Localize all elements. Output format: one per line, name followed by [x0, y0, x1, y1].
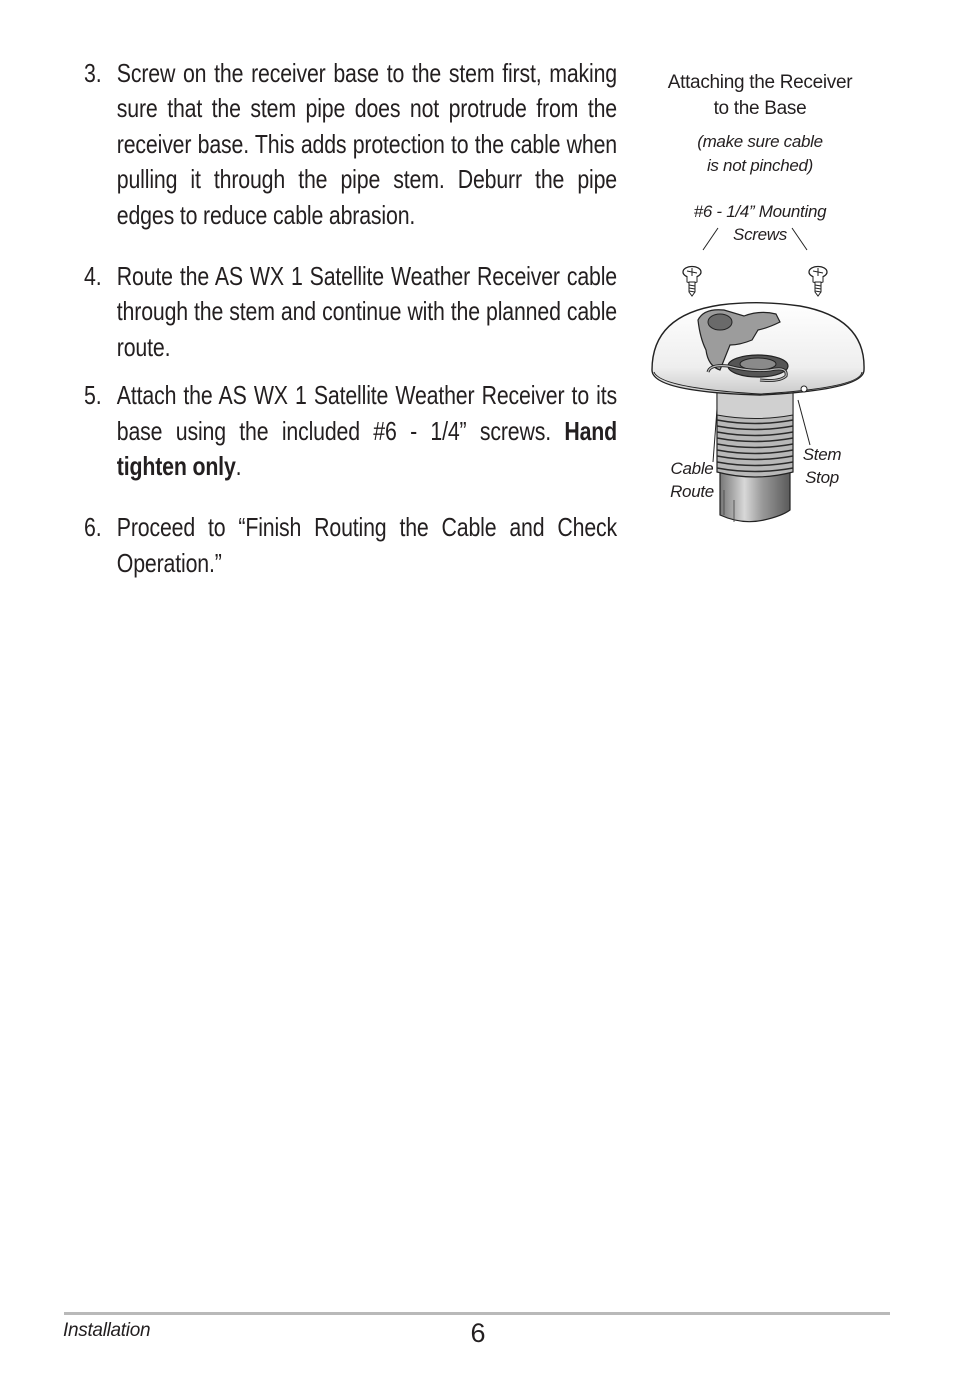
receiver-base-illustration	[640, 70, 880, 540]
screw-leader-left	[703, 228, 718, 250]
hand-tighten-warning: Hand tighten only	[116, 415, 617, 482]
step-number: 3.	[84, 58, 102, 88]
screw-leader-right	[792, 228, 807, 250]
mounting-screw-right	[809, 267, 827, 297]
figure-title-line: to the Base	[713, 98, 807, 119]
step-number: 5.	[84, 380, 102, 411]
step-text-tail: .	[235, 451, 242, 482]
callout-line: Stem	[802, 445, 842, 464]
figure-note-line: is not pinched)	[706, 156, 814, 175]
step-5	[84, 378, 617, 484]
mounting-screw-left	[683, 267, 701, 297]
callout-line: #6 - 1/4” Mounting	[693, 202, 827, 221]
step-4	[84, 259, 617, 365]
callout-line: Cable	[670, 459, 714, 478]
step-text: Proceed to “Finish Routing the Cable and Check Operation.”	[116, 512, 618, 578]
footer-section-name: Installation	[63, 1320, 151, 1341]
step-number: 6.	[84, 512, 102, 543]
installation-steps	[84, 56, 618, 581]
callout-line: Stop	[805, 468, 839, 487]
footer-divider	[64, 1312, 890, 1315]
figure-note-line: (make sure cable	[697, 132, 823, 151]
step-text: Screw on the receiver base to the stem first, making sure that the stem pipe does not protrude from the receiver base. This adds protection to the cable when pulling it through the pipe stem. Deburr the pipe edges to reduce cable abrasion.	[116, 58, 618, 230]
step-number: 4.	[84, 261, 102, 292]
receiver-base-dome	[652, 303, 864, 395]
step-3	[84, 56, 617, 233]
threaded-collar	[717, 388, 793, 477]
page-number: 6	[470, 1318, 486, 1348]
stem-leader	[798, 400, 810, 445]
callout-line: Route	[670, 482, 714, 501]
step-text: Route the AS WX 1 Satellite Weather Receiver cable through the stem and continue with the planned cable route.	[116, 261, 618, 362]
step-6	[84, 510, 617, 581]
step-text-main: Attach the AS WX 1 Satellite Weather Receiver to its base using the included #6 - 1/4” screws.	[116, 380, 618, 446]
step-text	[117, 378, 617, 484]
receiver-attachment-figure	[640, 70, 880, 540]
figure-title-line: Attaching the Receiver	[667, 72, 853, 93]
callout-line: Screws	[733, 225, 787, 244]
